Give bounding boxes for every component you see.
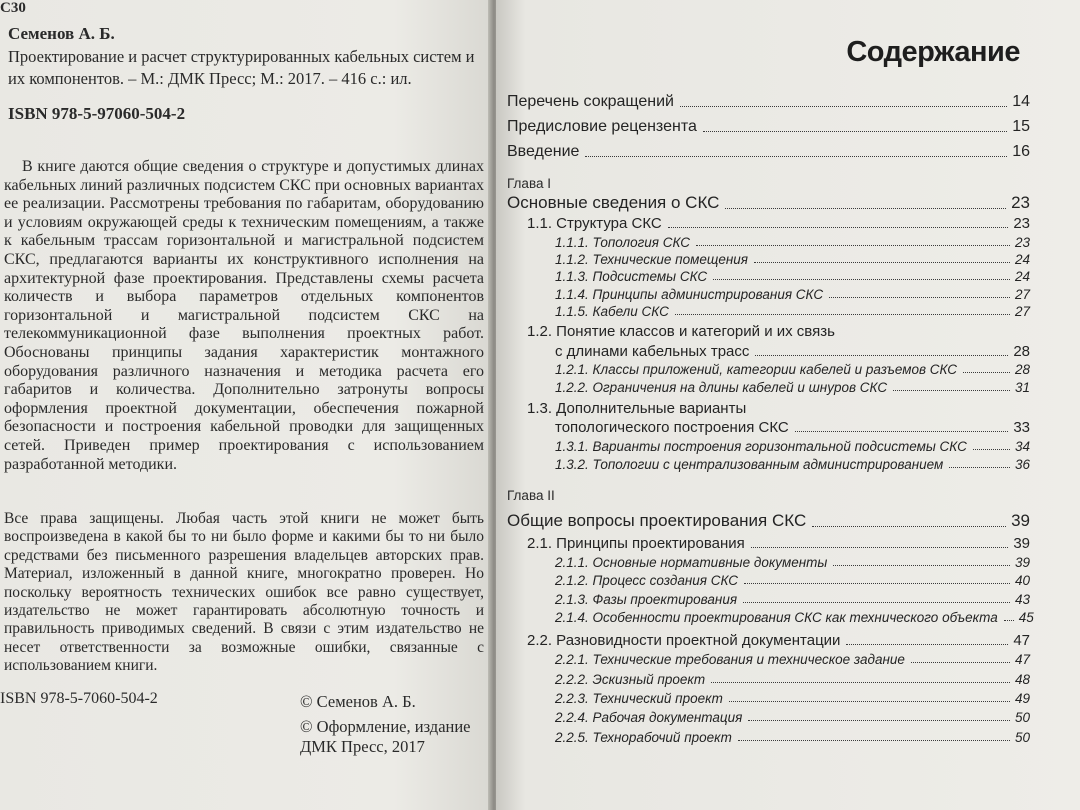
toc-subsection[interactable]: 1.3.2. Топологии с централизованным администрированием 36 — [555, 457, 1030, 472]
toc-entry[interactable]: Введение 16 — [507, 143, 1030, 160]
right-page — [496, 0, 1080, 810]
toc-subsection[interactable]: 1.1.3. Подсистемы СКС 24 — [555, 269, 1030, 284]
toc-subsection[interactable]: 2.2.3. Технический проект 49 — [555, 691, 1030, 706]
toc-chapter[interactable]: Основные сведения о СКС 23 — [507, 193, 1030, 212]
toc-entry[interactable]: Предисловие рецензента 15 — [507, 118, 1030, 135]
toc-subsection[interactable]: 1.1.2. Технические помещения 24 — [555, 252, 1030, 267]
page-label: С30 — [0, 0, 26, 16]
toc-subsection[interactable]: 2.1.3. Фазы проектирования 43 — [555, 592, 1030, 607]
toc-section-line1[interactable]: 1.3. Дополнительные варианты — [527, 400, 747, 417]
table-of-contents — [496, 0, 1080, 810]
toc-subsection[interactable]: 1.3.1. Варианты построения горизонтальной подсистемы СКС 34 — [555, 439, 1030, 454]
chapter-label: Глава I — [507, 176, 551, 191]
rights-notice: Все права защищены. Любая часть этой книги не может быть воспроизведена в какой бы то ни было форме и какими бы то ни было средствами без письменного разрешения владельцев авторских прав. Материал, изложенный в данной книге, многократно проверен. Но поскольку вероятность технических ошибок все равно существует, издательство не может гарантировать абсолютную точность и правильность приводимых сведений. В связи с этим издательство не несет ответственности за возможные ошибки, связанные с использованием книги. — [4, 510, 484, 675]
toc-entry[interactable]: Перечень сокращений 14 — [507, 93, 1030, 110]
toc-section[interactable]: 2.2. Разновидности проектной документации 47 — [527, 632, 1030, 649]
toc-subsection[interactable]: 2.1.2. Процесс создания СКС 40 — [555, 573, 1030, 588]
toc-subsection[interactable]: 2.1.4. Особенности проектирования СКС как технического объекта 45 — [555, 610, 1034, 625]
toc-subsection[interactable]: 2.2.2. Эскизный проект 48 — [555, 672, 1030, 687]
toc-subsection[interactable]: 1.1.4. Принципы администрирования СКС 27 — [555, 287, 1030, 302]
toc-subsection[interactable]: 1.2.2. Ограничения на длины кабелей и шнуров СКС 31 — [555, 380, 1030, 395]
isbn-bottom: ISBN 978-5-7060-504-2 — [0, 690, 158, 707]
toc-section[interactable]: 2.1. Принципы проектирования 39 — [527, 535, 1030, 552]
isbn-top: ISBN 978-5-97060-504-2 — [8, 104, 186, 123]
toc-subsection[interactable]: 2.2.4. Рабочая документация 50 — [555, 710, 1030, 725]
copyright-design: © Оформление, издание ДМК Пресс, 2017 — [300, 717, 471, 756]
bibliographic-record: Проектирование и расчет структурированных кабельных систем и их компонентов. – М.: ДМК Пресс; М.: 2017. – 416 с.: ил. — [8, 47, 475, 88]
toc-section[interactable]: 1.1. Структура СКС 23 — [527, 215, 1030, 232]
toc-section-line1[interactable]: 1.2. Понятие классов и категорий и их связь — [527, 323, 835, 340]
toc-subsection[interactable]: 2.2.5. Технорабочий проект 50 — [555, 730, 1030, 745]
toc-subsection[interactable]: 2.2.1. Технические требования и техническое задание 47 — [555, 652, 1030, 667]
chapter-label: Глава II — [507, 488, 555, 503]
toc-chapter[interactable]: Общие вопросы проектирования СКС 39 — [507, 511, 1030, 530]
toc-section[interactable]: топологического построения СКС 33 — [555, 419, 1030, 436]
toc-section[interactable]: с длинами кабельных трасс 28 — [555, 343, 1030, 360]
toc-title: Содержание — [846, 36, 1020, 68]
book-abstract: В книге даются общие сведения о структуре и допустимых длинах кабельных линий различных подсистем СКС при основных вариантах ее реализации. Рассмотрены требования по габаритам, оборудованию и условиям окружающей среды к техническим помещениям, а также к кабельным трассам горизонтальной и магистральной подсистем СКС, предлагаются варианты их конструктивного исполнения на архитектурной фазе проектирования. Представлены схемы расчета количеств и выбора параметров отдельных компонентов горизонтальной и магистральной подсистем СКС на телекоммуникационной фазе выполнения проектных работ. Обоснованы принципы задания характеристик монтажного оборудования различного назначения и методика расчета его габаритов и количества. Дополнительно затронуты вопросы оформления проектной документации, обеспечения пожарной безопасности и построения кабельной проводки для защищенных сетей. Приведен пример проектирования с использованием разработанной методики. — [4, 158, 484, 473]
copyright-author: © Семенов А. Б. — [300, 692, 416, 711]
author-name: Семенов А. Б. — [8, 24, 115, 43]
toc-subsection[interactable]: 1.2.1. Классы приложений, категории кабелей и разъемов СКС 28 — [555, 362, 1030, 377]
toc-subsection[interactable]: 1.1.1. Топология СКС 23 — [555, 235, 1030, 250]
toc-subsection[interactable]: 1.1.5. Кабели СКС 27 — [555, 304, 1030, 319]
toc-subsection[interactable]: 2.1.1. Основные нормативные документы 39 — [555, 555, 1030, 570]
left-page — [0, 0, 492, 810]
